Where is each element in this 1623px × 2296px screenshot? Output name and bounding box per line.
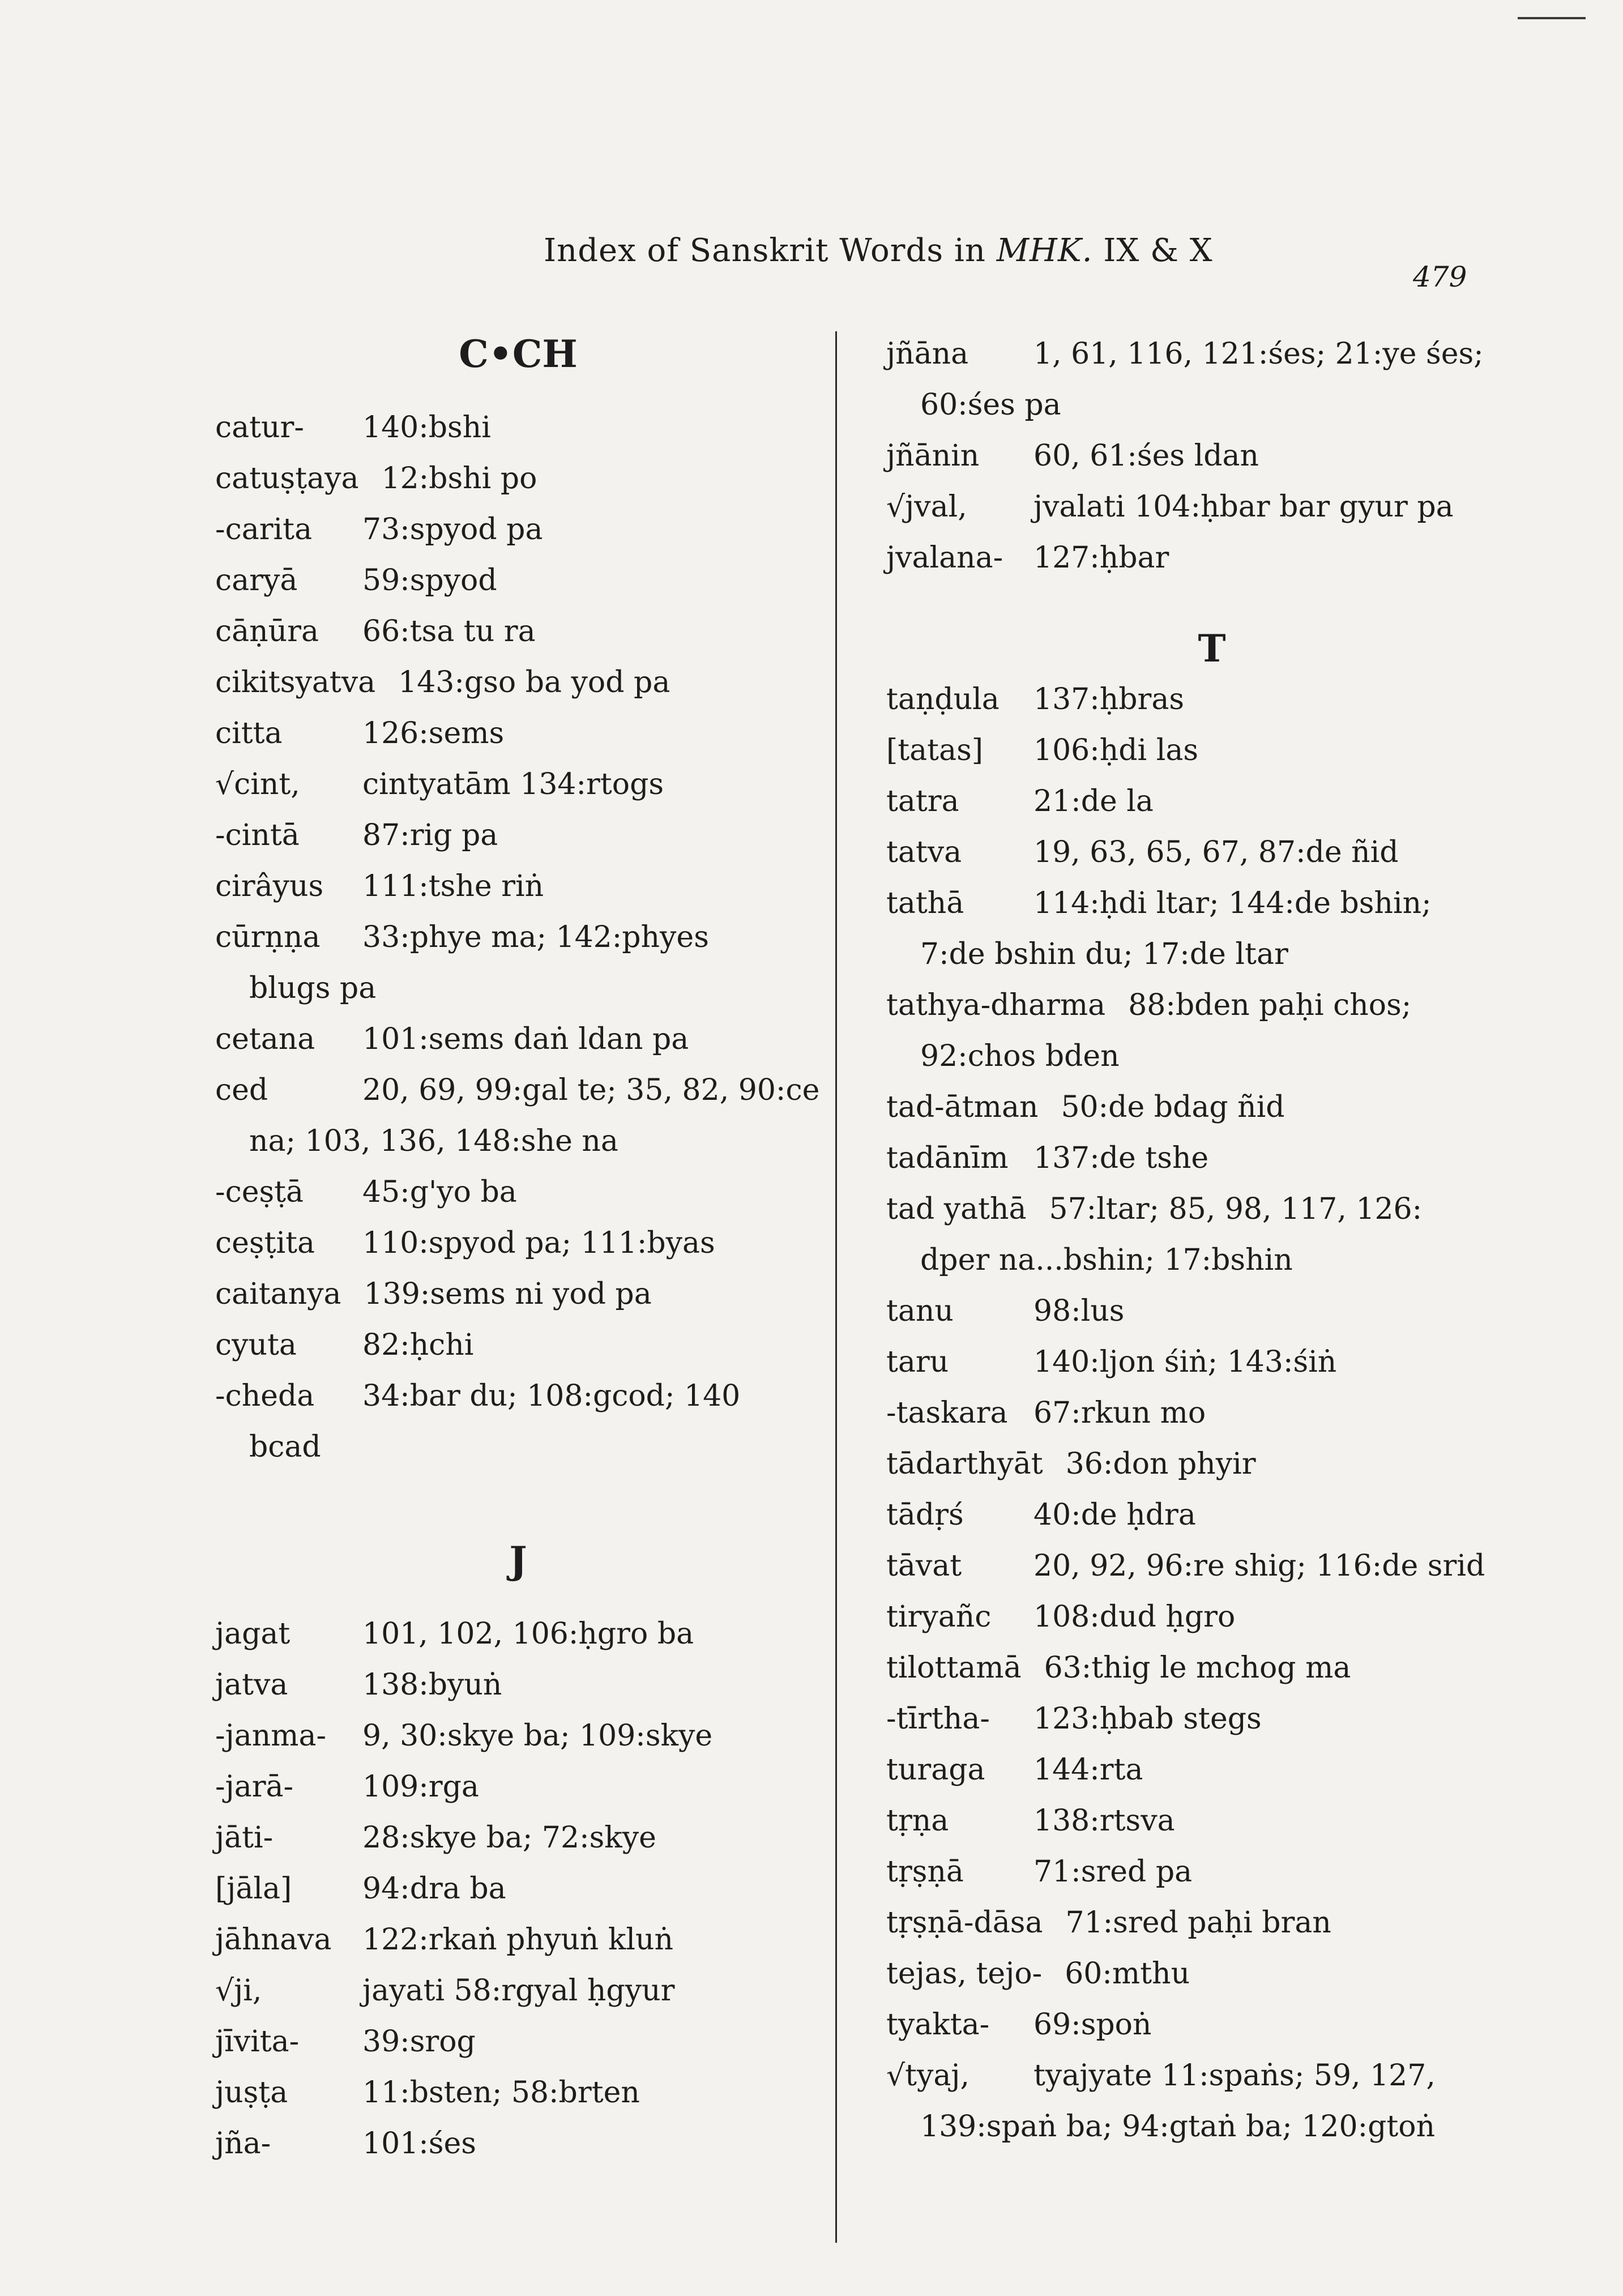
running-title-italic: MHK. bbox=[996, 232, 1093, 269]
index-entry bbox=[215, 1761, 821, 1812]
left-column bbox=[215, 328, 821, 2169]
index-entry bbox=[886, 379, 1537, 430]
index-entry bbox=[215, 1608, 821, 1659]
index-entry bbox=[886, 1693, 1537, 1744]
index-entry bbox=[215, 1167, 821, 1218]
sanskrit-headword: [tatas] bbox=[886, 733, 984, 767]
sanskrit-headword: √tyaj, bbox=[886, 2059, 970, 2093]
index-entry bbox=[215, 963, 821, 1014]
index-entry bbox=[886, 2050, 1537, 2101]
sanskrit-headword: √ji, bbox=[215, 1974, 262, 2008]
index-entry bbox=[215, 912, 821, 963]
tibetan-references: tyajyate 11:spaṅs; 59, 127, bbox=[1033, 2059, 1436, 2093]
j-entry-list bbox=[215, 1608, 821, 2169]
tibetan-references: 9, 30:skye ba; 109:skye bbox=[362, 1719, 713, 1753]
tibetan-references: 111:tshe riṅ bbox=[362, 869, 544, 903]
tibetan-references: 101, 102, 106:ḥgro ba bbox=[362, 1617, 694, 1651]
section-heading-t: T bbox=[1198, 626, 1226, 671]
entry-continuation: na; 103, 136, 148:she na bbox=[249, 1124, 618, 1158]
sanskrit-headword: -ceṣṭā bbox=[215, 1175, 304, 1209]
index-entry bbox=[886, 929, 1537, 980]
index-entry bbox=[215, 2067, 821, 2118]
index-entry bbox=[215, 1065, 821, 1116]
index-entry bbox=[886, 674, 1537, 725]
index-entry bbox=[215, 1014, 821, 1065]
sanskrit-headword: -carita bbox=[215, 513, 313, 547]
running-title-suffix: IX & X bbox=[1092, 232, 1213, 269]
tibetan-references: 82:ḥchi bbox=[362, 1328, 474, 1362]
column-divider bbox=[835, 331, 837, 2243]
tibetan-references: 127:ḥbar bbox=[1033, 541, 1169, 575]
tibetan-references: 71:sred pa bbox=[1033, 1855, 1193, 1889]
index-entry bbox=[215, 2016, 821, 2067]
tibetan-references: 109:rga bbox=[362, 1770, 479, 1804]
index-entry bbox=[886, 1082, 1537, 1133]
index-entry bbox=[215, 504, 821, 555]
sanskrit-headword: -janma- bbox=[215, 1719, 327, 1753]
tibetan-references: 94:dra ba bbox=[362, 1872, 506, 1906]
index-entry bbox=[215, 708, 821, 759]
tibetan-references: 101:sems daṅ ldan pa bbox=[362, 1022, 689, 1056]
sanskrit-headword: tṛṣṇā-dāsa bbox=[886, 1906, 1043, 1940]
index-entry bbox=[886, 1591, 1537, 1642]
sanskrit-headword: -cheda bbox=[215, 1379, 315, 1413]
tibetan-references: 20, 69, 99:gal te; 35, 82, 90:ce bbox=[362, 1073, 820, 1107]
tibetan-references: 60, 61:śes ldan bbox=[1033, 439, 1259, 473]
right-column bbox=[886, 328, 1537, 2152]
sanskrit-headword: -tīrtha- bbox=[886, 1702, 990, 1736]
sanskrit-headword: -jarā- bbox=[215, 1770, 294, 1804]
tibetan-references: 101:śes bbox=[362, 2127, 476, 2161]
entry-continuation: 92:chos bden bbox=[920, 1039, 1120, 1073]
index-entry bbox=[886, 1744, 1537, 1795]
sanskrit-headword: tṛṣṇā bbox=[886, 1855, 964, 1889]
tibetan-references: 69:spoṅ bbox=[1033, 2008, 1152, 2042]
index-entry bbox=[886, 1184, 1537, 1235]
sanskrit-headword: -cintā bbox=[215, 818, 300, 852]
running-title bbox=[544, 232, 1213, 269]
sanskrit-headword: caryā bbox=[215, 564, 298, 598]
ch-entry-list bbox=[215, 402, 821, 1473]
j-continued-entry-list bbox=[886, 328, 1537, 583]
section-heading-ch: C•CH bbox=[459, 332, 578, 376]
index-entry bbox=[886, 1846, 1537, 1897]
index-entry bbox=[215, 1710, 821, 1761]
sanskrit-headword: tatra bbox=[886, 784, 959, 818]
tibetan-references: 144:rta bbox=[1033, 1753, 1143, 1787]
sanskrit-headword: jīvita- bbox=[215, 2025, 300, 2059]
tibetan-references: 110:spyod pa; 111:byas bbox=[362, 1226, 715, 1260]
sanskrit-headword: taṇḍula bbox=[886, 682, 1000, 716]
tibetan-references: 143:gso ba yod pa bbox=[398, 665, 670, 699]
index-entry bbox=[886, 1948, 1537, 1999]
tibetan-references: 137:de tshe bbox=[1033, 1141, 1209, 1175]
index-entry bbox=[886, 1795, 1537, 1846]
sanskrit-headword: catur- bbox=[215, 411, 304, 445]
sanskrit-headword: tathā bbox=[886, 886, 964, 920]
tibetan-references: cintyatām 134:rtogs bbox=[362, 767, 664, 801]
index-entry bbox=[886, 481, 1537, 532]
index-entry bbox=[886, 1388, 1537, 1439]
entry-continuation: bcad bbox=[249, 1430, 321, 1464]
sanskrit-headword: tatva bbox=[886, 835, 962, 869]
tibetan-references: 34:bar du; 108:gcod; 140 bbox=[362, 1379, 741, 1413]
sanskrit-headword: cūrṇṇa bbox=[215, 920, 321, 954]
index-entry bbox=[886, 1337, 1537, 1388]
sanskrit-headword: jña- bbox=[215, 2127, 271, 2161]
tibetan-references: 122:rkaṅ phyuṅ kluṅ bbox=[362, 1923, 673, 1957]
sanskrit-headword: cetana bbox=[215, 1022, 315, 1056]
sanskrit-headword: jatva bbox=[215, 1668, 288, 1702]
tibetan-references: 50:de bdag ñid bbox=[1061, 1090, 1285, 1124]
index-entry bbox=[886, 430, 1537, 481]
sanskrit-headword: jñāna bbox=[886, 337, 969, 371]
index-entry bbox=[886, 1286, 1537, 1337]
index-entry bbox=[215, 1218, 821, 1269]
sanskrit-headword: caitanya bbox=[215, 1277, 341, 1311]
tibetan-references: 33:phye ma; 142:phyes bbox=[362, 920, 709, 954]
sanskrit-headword: juṣṭa bbox=[215, 2076, 288, 2110]
tibetan-references: 71:sred paḥi bran bbox=[1065, 1906, 1331, 1940]
tibetan-references: 28:skye ba; 72:skye bbox=[362, 1821, 656, 1855]
tibetan-references: 123:ḥbab stegs bbox=[1033, 1702, 1262, 1736]
tibetan-references: 140:bshi bbox=[362, 411, 491, 445]
entry-continuation: 139:spaṅ ba; 94:gtaṅ ba; 120:gtoṅ bbox=[920, 2110, 1436, 2144]
tibetan-references: 40:de ḥdra bbox=[1033, 1498, 1196, 1532]
sanskrit-headword: tyakta- bbox=[886, 2008, 990, 2042]
sanskrit-headword: ced bbox=[215, 1073, 268, 1107]
tibetan-references: 19, 63, 65, 67, 87:de ñid bbox=[1033, 835, 1399, 869]
index-entry bbox=[886, 1999, 1537, 2050]
sanskrit-headword: tad-ātman bbox=[886, 1090, 1039, 1124]
index-entry bbox=[215, 1422, 821, 1473]
index-entry bbox=[886, 878, 1537, 929]
tibetan-references: 20, 92, 96:re shig; 116:de srid bbox=[1033, 1549, 1485, 1583]
tibetan-references: 60:mthu bbox=[1065, 1957, 1190, 1991]
index-entry bbox=[215, 1371, 821, 1422]
sanskrit-headword: taru bbox=[886, 1345, 949, 1379]
index-entry bbox=[215, 810, 821, 861]
sanskrit-headword: jāti- bbox=[215, 1821, 274, 1855]
index-entry bbox=[886, 725, 1537, 776]
index-entry bbox=[886, 1031, 1537, 1082]
tibetan-references: 126:sems bbox=[362, 716, 505, 750]
tibetan-references: 12:bshi po bbox=[381, 462, 537, 496]
tibetan-references: 88:bden paḥi chos; bbox=[1128, 988, 1412, 1022]
tibetan-references: 139:sems ni yod pa bbox=[364, 1277, 652, 1311]
tibetan-references: 11:bsten; 58:brten bbox=[362, 2076, 640, 2110]
page-header bbox=[0, 221, 1623, 293]
sanskrit-headword: ceṣṭita bbox=[215, 1226, 315, 1260]
tibetan-references: 73:spyod pa bbox=[362, 513, 543, 547]
index-entry bbox=[886, 1642, 1537, 1693]
tibetan-references: 140:ljon śiṅ; 143:śiṅ bbox=[1033, 1345, 1337, 1379]
index-entry bbox=[215, 759, 821, 810]
tibetan-references: 1, 61, 116, 121:śes; 21:ye śes; bbox=[1033, 337, 1484, 371]
tibetan-references: 108:dud ḥgro bbox=[1033, 1600, 1236, 1634]
sanskrit-headword: √jval, bbox=[886, 490, 967, 524]
index-entry bbox=[215, 2118, 821, 2169]
sanskrit-headword: tanu bbox=[886, 1294, 954, 1328]
index-entry bbox=[215, 1320, 821, 1371]
sanskrit-headword: tad yathā bbox=[886, 1192, 1027, 1226]
index-entry bbox=[215, 657, 821, 708]
tibetan-references: 21:de la bbox=[1033, 784, 1154, 818]
index-entry bbox=[886, 328, 1537, 379]
index-entry bbox=[215, 1116, 821, 1167]
index-entry bbox=[215, 555, 821, 606]
index-entry bbox=[886, 1439, 1537, 1490]
index-entry bbox=[886, 1133, 1537, 1184]
index-entry bbox=[215, 1914, 821, 1965]
index-entry bbox=[215, 1863, 821, 1914]
sanskrit-headword: tāvat bbox=[886, 1549, 962, 1583]
sanskrit-headword: [jāla] bbox=[215, 1872, 292, 1906]
tibetan-references: 66:tsa tu ra bbox=[362, 614, 536, 648]
index-entry bbox=[886, 776, 1537, 827]
index-entry bbox=[215, 402, 821, 453]
tibetan-references: jvalati 104:ḥbar bar gyur pa bbox=[1033, 490, 1454, 524]
index-entry bbox=[215, 1812, 821, 1863]
tibetan-references: 138:byuṅ bbox=[362, 1668, 502, 1702]
tibetan-references: 138:rtsva bbox=[1033, 1804, 1175, 1838]
tibetan-references: 67:rkun mo bbox=[1033, 1396, 1206, 1430]
sanskrit-headword: cāṇūra bbox=[215, 614, 319, 648]
sanskrit-headword: tathya-dharma bbox=[886, 988, 1106, 1022]
sanskrit-headword: tiryañc bbox=[886, 1600, 992, 1634]
tibetan-references: 63:thig le mchog ma bbox=[1044, 1651, 1351, 1685]
index-entry bbox=[886, 1235, 1537, 1286]
entry-continuation: dper na...bshin; 17:bshin bbox=[920, 1243, 1293, 1277]
tibetan-references: 57:ltar; 85, 98, 117, 126: bbox=[1049, 1192, 1423, 1226]
index-entry bbox=[215, 1659, 821, 1710]
tibetan-references: 59:spyod bbox=[362, 564, 497, 598]
index-entry bbox=[886, 532, 1537, 583]
sanskrit-headword: cirâyus bbox=[215, 869, 324, 903]
sanskrit-headword: catuṣṭaya bbox=[215, 462, 359, 496]
sanskrit-headword: cyuta bbox=[215, 1328, 297, 1362]
sanskrit-headword: tejas, tejo- bbox=[886, 1957, 1043, 1991]
index-entry bbox=[215, 453, 821, 504]
entry-continuation: 60:śes pa bbox=[920, 388, 1061, 422]
index-entry bbox=[215, 861, 821, 912]
sanskrit-headword: cikitsyatva bbox=[215, 665, 376, 699]
entry-continuation: 7:de bshin du; 17:de ltar bbox=[920, 937, 1288, 971]
sanskrit-headword: √cint, bbox=[215, 767, 300, 801]
index-entry bbox=[886, 1540, 1537, 1591]
tibetan-references: 106:ḥdi las bbox=[1033, 733, 1199, 767]
index-entry bbox=[886, 2101, 1537, 2152]
sanskrit-headword: jāhnava bbox=[215, 1923, 332, 1957]
index-entry bbox=[215, 1269, 821, 1320]
corner-scan-mark bbox=[1518, 17, 1586, 19]
tibetan-references: 45:g'yo ba bbox=[362, 1175, 517, 1209]
running-title-prefix: Index of Sanskrit Words in bbox=[544, 232, 997, 269]
sanskrit-headword: tṛṇa bbox=[886, 1804, 949, 1838]
page-number: 479 bbox=[1413, 261, 1467, 293]
sanskrit-headword: jñānin bbox=[886, 439, 980, 473]
tibetan-references: 36:don phyir bbox=[1065, 1447, 1256, 1481]
sanskrit-headword: jagat bbox=[215, 1617, 291, 1651]
sanskrit-headword: turaga bbox=[886, 1753, 985, 1787]
sanskrit-headword: jvalana- bbox=[886, 541, 1003, 575]
index-entry bbox=[215, 606, 821, 657]
index-entry bbox=[886, 980, 1537, 1031]
index-entry bbox=[886, 1490, 1537, 1540]
sanskrit-headword: tādṛś bbox=[886, 1498, 964, 1532]
tibetan-references: 137:ḥbras bbox=[1033, 682, 1185, 716]
sanskrit-headword: citta bbox=[215, 716, 283, 750]
index-entry bbox=[886, 827, 1537, 878]
entry-continuation: blugs pa bbox=[249, 971, 377, 1005]
t-entry-list bbox=[886, 674, 1537, 2152]
sanskrit-headword: tadānīm bbox=[886, 1141, 1009, 1175]
sanskrit-headword: tādarthyāt bbox=[886, 1447, 1043, 1481]
index-entry bbox=[886, 1897, 1537, 1948]
tibetan-references: 114:ḥdi ltar; 144:de bshin; bbox=[1033, 886, 1432, 920]
tibetan-references: 87:rig pa bbox=[362, 818, 498, 852]
sanskrit-headword: tilottamā bbox=[886, 1651, 1022, 1685]
tibetan-references: 98:lus bbox=[1033, 1294, 1125, 1328]
sanskrit-headword: -taskara bbox=[886, 1396, 1008, 1430]
section-heading-j: J bbox=[509, 1538, 527, 1582]
index-entry bbox=[215, 1965, 821, 2016]
tibetan-references: 39:srog bbox=[362, 2025, 476, 2059]
tibetan-references: jayati 58:rgyal ḥgyur bbox=[362, 1974, 675, 2008]
